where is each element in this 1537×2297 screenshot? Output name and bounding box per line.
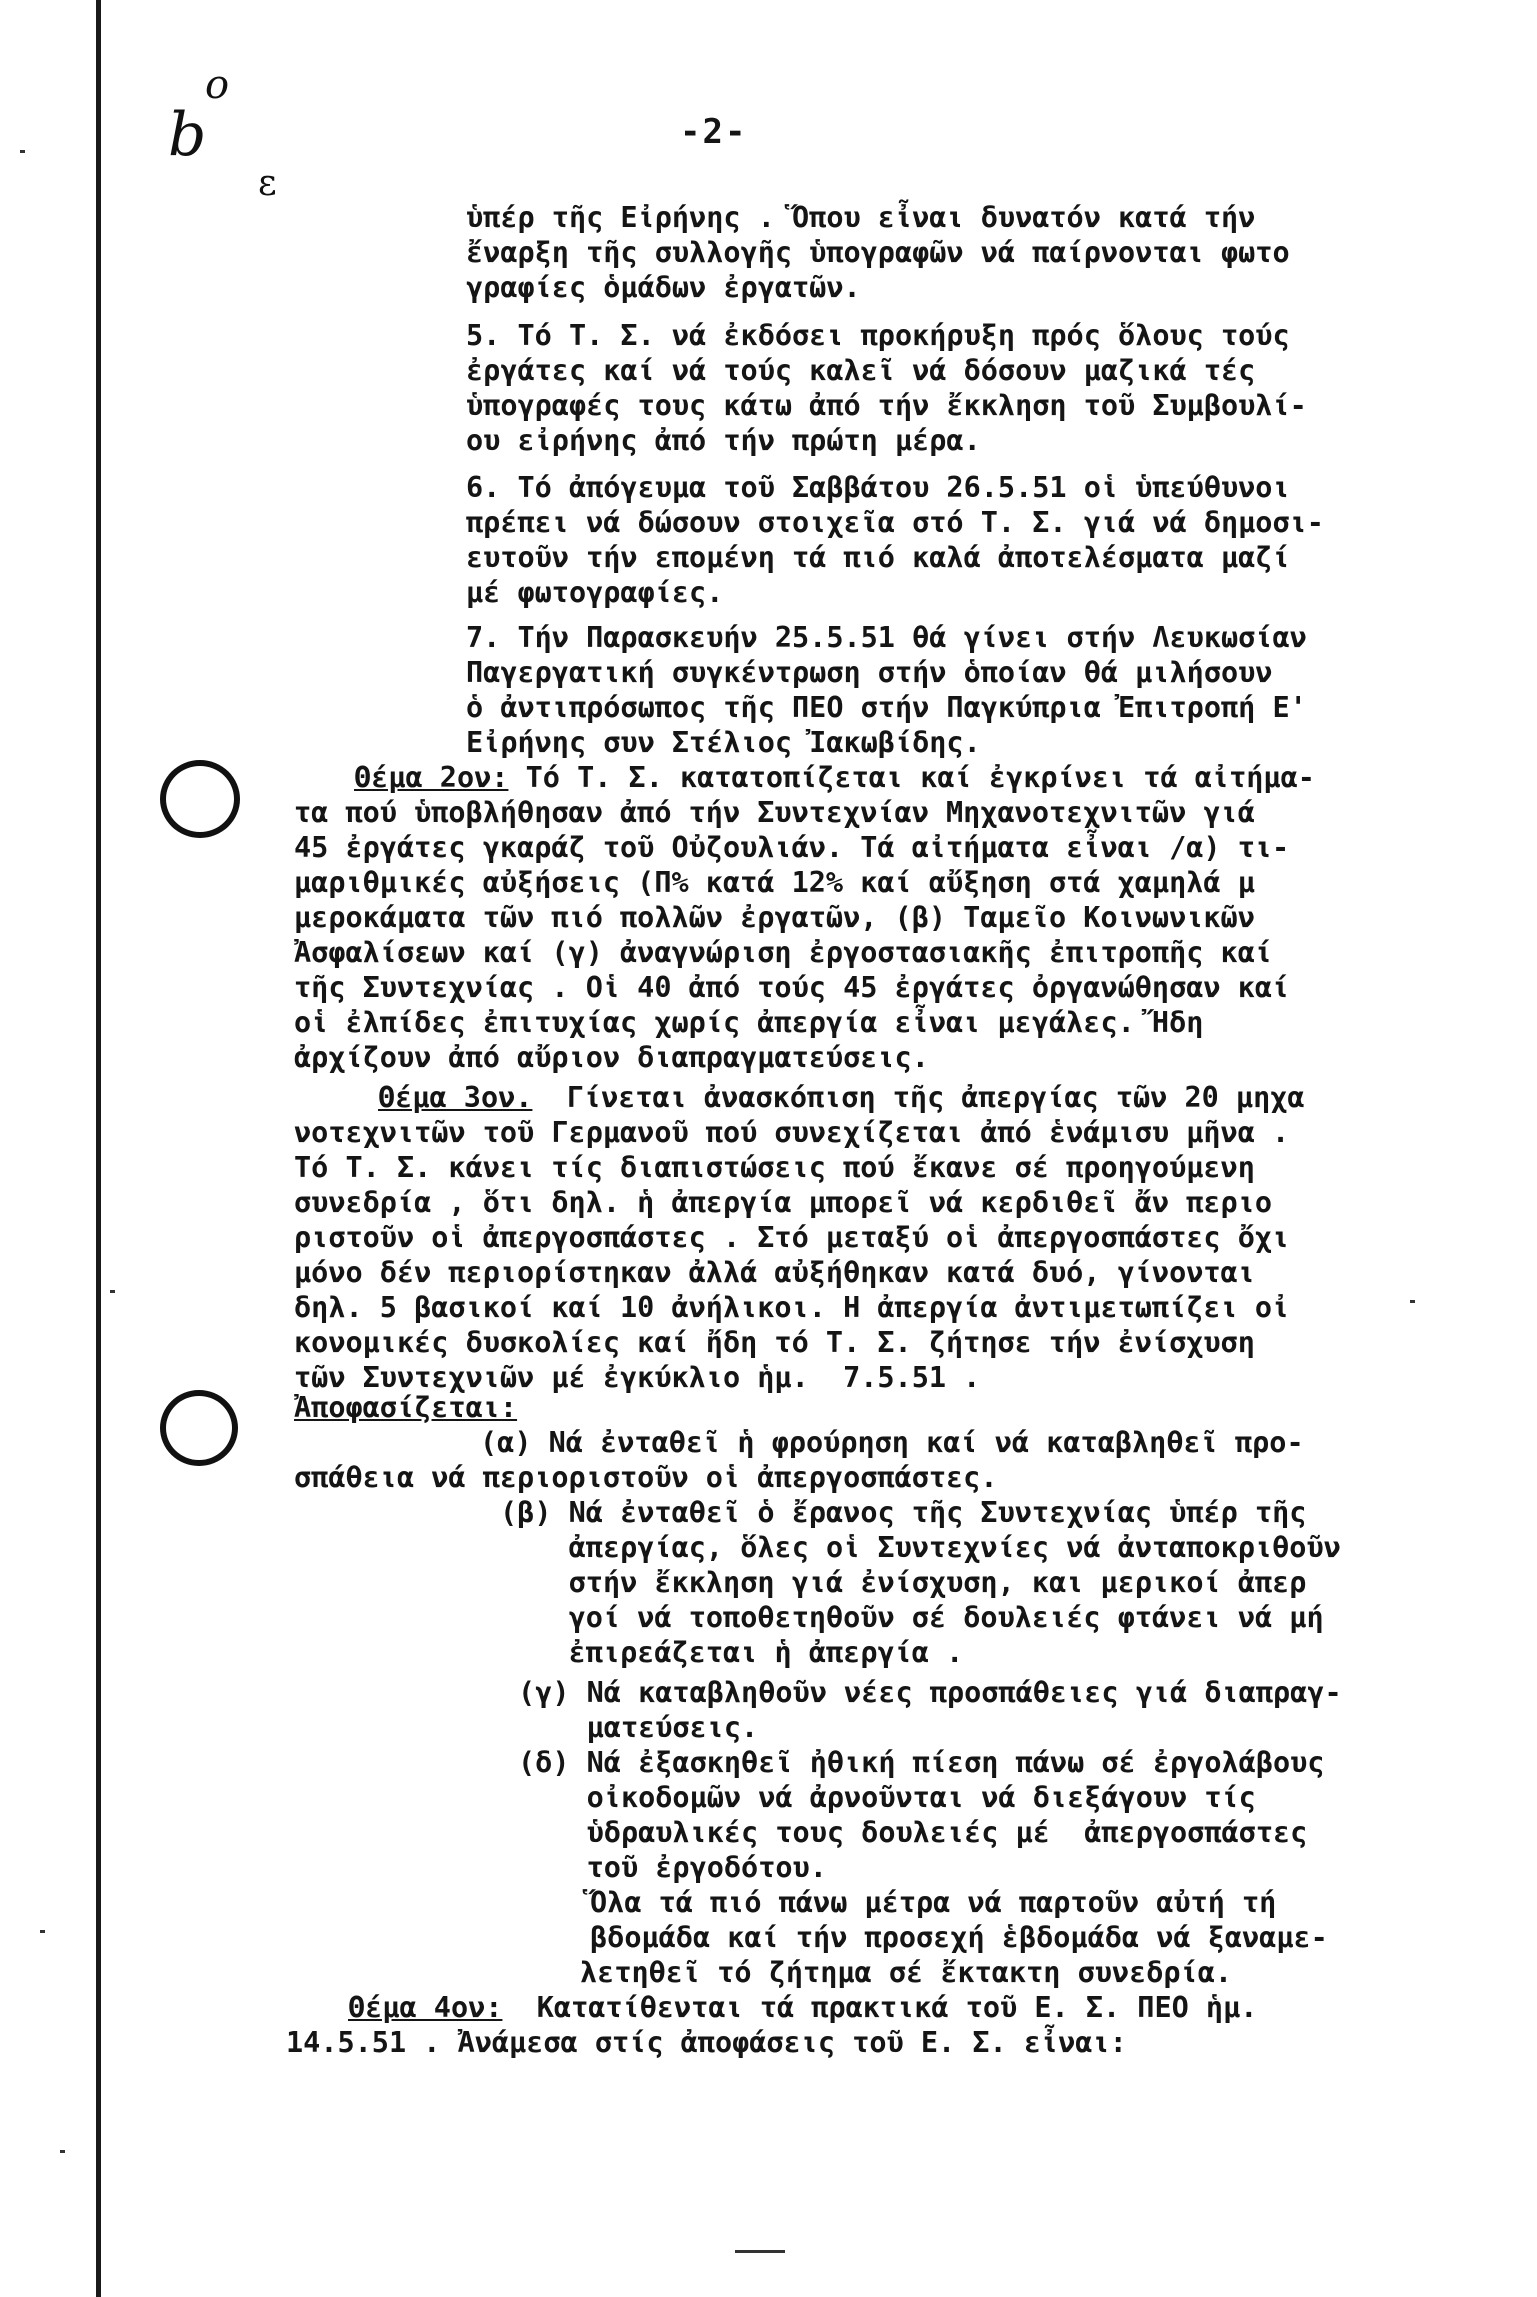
text-line: δηλ. 5 βασικοί καί 10 ἀνήλικοι. Η ἀπεργία ἀντιμετωπίζει οἰ xyxy=(294,1291,1290,1324)
text-line: (δ) Νά ἐξασκηθεῖ ἠθική πίεση πάνω σέ ἐργολάβους xyxy=(518,1746,1325,1779)
paragraph-continuation xyxy=(466,200,1290,305)
text-line: Ὅλα τά πιό πάνω μέτρα νά παρτοῦν αὐτή τή xyxy=(590,1886,1277,1919)
theme-4-heading: Θέμα 4ον: xyxy=(348,1991,503,2024)
scan-speck xyxy=(735,2250,785,2253)
text-line: Ἀσφαλίσεων καί (γ) ἀναγνώριση ἐργοστασιακῆς ἐπιτροπῆς καί xyxy=(294,936,1273,969)
text-line: τα πού ὑποβλήθησαν ἀπό τήν Συντεχνίαν Μηχανοτεχνιτῶν γιά xyxy=(294,796,1255,829)
text-line: ἐργάτες καί νά τούς καλεῖ νά δόσουν μαζικά τές xyxy=(466,354,1256,387)
text-line: μέ φωτογραφίες. xyxy=(466,576,724,609)
scan-speck xyxy=(60,2150,65,2153)
scan-speck xyxy=(20,150,25,153)
text-line: τοῦ ἐργοδότου. xyxy=(518,1851,827,1884)
text-line: (β) Νά ἐνταθεῖ ὁ ἔρανος τῆς Συντεχνίας ὑπέρ τῆς xyxy=(500,1496,1307,1529)
decision-a xyxy=(294,1425,1304,1495)
text-line: ὁ ἀντιπρόσωπος τῆς ΠΕΟ στήν Παγκύπρια Ἐπιτροπή Ε' xyxy=(466,691,1307,724)
text-line: γοί νά τοποθετηθοῦν σέ δουλειές φτάνει νά μή xyxy=(500,1601,1324,1634)
text-line: κονομικές δυσκολίες καί ἤδη τό Τ. Σ. ζήτησε τήν ἐνίσχυση xyxy=(294,1326,1255,1359)
text-line: συνεδρία , ὅτι δηλ. ἡ ἀπεργία μπορεῖ νά κερδιθεῖ ἄν περιο xyxy=(294,1186,1273,1219)
theme-4-section xyxy=(286,1990,1257,2060)
text-line: ὑδραυλικές τους δουλειές μέ ἀπεργοσπάστες xyxy=(518,1816,1308,1849)
punch-hole-upper xyxy=(160,760,240,838)
text-line: Γίνεται ἀνασκόπιση τῆς ἀπεργίας τῶν 20 μηχα xyxy=(532,1081,1305,1114)
text-line: τῶν Συντεχνιῶν μέ ἐγκύκλιο ἡμ. 7.5.51 . xyxy=(294,1361,981,1394)
decision-heading: Ἀποφασίζεται: xyxy=(294,1391,518,1424)
text-line: ου εἰρήνης ἀπό τήν πρώτη μέρα. xyxy=(466,424,981,457)
theme-2-heading: Θέμα 2ον: xyxy=(354,761,509,794)
decision-b xyxy=(500,1495,1341,1670)
text-line: 6. Τό ἀπόγευμα τοῦ Σαββάτου 26.5.51 οἱ ὑπεύθυνοι xyxy=(466,471,1290,504)
text-line: 14.5.51 . Ἀνάμεσα στίς ἀποφάσεις τοῦ Ε. Σ. εἶναι: xyxy=(286,2026,1127,2059)
decision-closing xyxy=(580,1885,1328,1990)
text-line: ἔναρξη τῆς συλλογῆς ὑπογραφῶν νά παίρνονται φωτο xyxy=(466,236,1290,269)
text-line: βδομάδα καί τήν προσεχή ἑβδομάδα νά ξαναμε- xyxy=(590,1921,1328,1954)
text-line: (α) Νά ἐνταθεῖ ἡ φρούρηση καί νά καταβληθεῖ προ- xyxy=(480,1426,1304,1459)
decision-c xyxy=(518,1675,1342,1745)
theme-3-heading: Θέμα 3ον. xyxy=(378,1081,533,1114)
text-line: Τό Τ. Σ. κατατοπίζεται καί ἐγκρίνει τά αἰτήμα- xyxy=(508,761,1315,794)
text-line: 5. Τό Τ. Σ. νά ἐκδόσει προκήρυξη πρός ὅλους τούς xyxy=(466,319,1290,352)
scan-speck xyxy=(1410,1300,1415,1303)
item-7 xyxy=(466,620,1307,760)
text-line: Τό Τ. Σ. κάνει τίς διαπιστώσεις πού ἔκανε σέ προηγούμενη xyxy=(294,1151,1255,1184)
page-number: -2- xyxy=(680,112,748,152)
text-line: 7. Τήν Παρασκευήν 25.5.51 θά γίνει στήν Λευκωσίαν xyxy=(466,621,1307,654)
text-line: ἀρχίζουν ἀπό αὔριον διαπραγματεύσεις. xyxy=(294,1041,929,1074)
text-line: μόνο δέν περιορίστηκαν ἀλλά αὐξήθηκαν κατά δυό, γίνονται xyxy=(294,1256,1255,1289)
text-line: πρέπει νά δώσουν στοιχεῖα στό Τ. Σ. γιά νά δημοσι- xyxy=(466,506,1324,539)
decision-d xyxy=(518,1745,1324,1885)
text-line: 45 ἐργάτες γκαράζ τοῦ Οὐζουλιάν. Τά αἰτήματα εἶναι /α) τι- xyxy=(294,831,1290,864)
text-line: νοτεχνιτῶν τοῦ Γερμανοῦ πού συνεχίζεται ἀπό ἑνάμισυ μῆνα . xyxy=(294,1116,1290,1149)
text-line: οἱ ἐλπίδες ἐπιτυχίας χωρίς ἀπεργία εἶναι μεγάλες. Ἤδη xyxy=(294,1006,1204,1039)
text-line: τῆς Συντεχνίας . Οἱ 40 ἀπό τούς 45 ἐργάτες ὀργανώθησαν καί xyxy=(294,971,1290,1004)
handwritten-mark-b: b xyxy=(168,100,207,170)
text-line: στήν ἔκκληση γιά ἐνίσχυση, και μερικοί ἀπερ xyxy=(500,1566,1307,1599)
left-margin-rule xyxy=(96,0,101,2297)
scan-speck xyxy=(110,1290,115,1293)
text-line: ριστοῦν οἱ ἀπεργοσπάστες . Στό μεταξύ οἱ ἀπεργοσπάστες ὄχι xyxy=(294,1221,1290,1254)
text-line: ἐπιρεάζεται ἡ ἀπεργία . xyxy=(500,1636,964,1669)
text-line: ὑπογραφές τους κάτω ἀπό τήν ἔκκληση τοῦ Συμβουλί- xyxy=(466,389,1307,422)
text-line: ὑπέρ τῆς Εἰρήνης . Ὅπου εἶναι δυνατόν κατά τήν xyxy=(466,201,1256,234)
text-line: σπάθεια νά περιοριστοῦν οἱ ἀπεργοσπάστες. xyxy=(294,1461,998,1494)
item-6 xyxy=(466,470,1324,610)
text-line: οἰκοδομῶν νά ἀρνοῦνται νά διεξάγουν τίς xyxy=(518,1781,1256,1814)
text-line: μαριθμικές αὐξήσεις (Π% κατά 12% καί αὔξηση στά χαμηλά μ xyxy=(294,866,1255,899)
text-line: Παγεργατική συγκέντρωση στήν ὁποίαν θά μιλήσουν xyxy=(466,656,1273,689)
theme-2-section xyxy=(294,760,1315,1075)
text-line: (γ) Νά καταβληθοῦν νέες προσπάθειες γιά διαπραγ- xyxy=(518,1676,1342,1709)
decision-heading-block xyxy=(294,1390,517,1425)
text-line: ευτοῦν τήν επομένη τά πιό καλά ἀποτελέσματα μαζί xyxy=(466,541,1290,574)
text-line: ματεύσεις. xyxy=(518,1711,759,1744)
text-line: μεροκάματα τῶν πιό πολλῶν ἐργατῶν, (β) Ταμεῖο Κοινωνικῶν xyxy=(294,901,1255,934)
text-line: γραφίες ὁμάδων ἐργατῶν. xyxy=(466,271,861,304)
handwritten-mark-o: o xyxy=(205,62,230,108)
item-5 xyxy=(466,318,1307,458)
text-line: λετηθεῖ τό ζήτημα σέ ἔκτακτη συνεδρία. xyxy=(580,1956,1233,1989)
text-line: Κατατίθενται τά πρακτικά τοῦ Ε. Σ. ΠΕΟ ἡμ. xyxy=(502,1991,1258,2024)
text-line: Εἰρήνης συν Στέλιος Ἰακωβίδης. xyxy=(466,726,981,759)
theme-3-section xyxy=(294,1080,1305,1395)
text-line: ἀπεργίας, ὅλες οἱ Συντεχνίες νά ἀνταποκριθοῦν xyxy=(500,1531,1341,1564)
scan-speck xyxy=(40,1930,45,1933)
punch-hole-lower xyxy=(160,1390,238,1466)
handwritten-mark-epsilon: ε xyxy=(258,163,277,204)
